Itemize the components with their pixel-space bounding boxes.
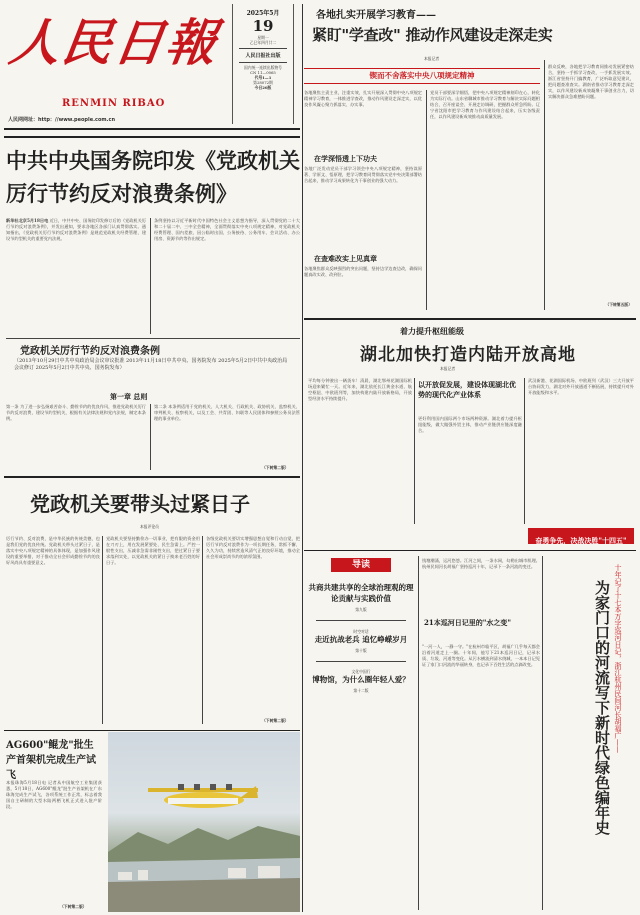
masthead-pinyin: RENMIN RIBAO [62,98,166,109]
hubei-headline: 湖北加快打造内陆开放高地 [360,345,576,365]
dateline-box [232,4,294,124]
dateline-pages: 今日20版 [254,85,272,91]
masthead-title: 人民日報 [5,13,223,72]
river-sub: 21本巡河日记里的"水之变" [424,618,512,627]
top-right-col1c: 各地聚焦群众反映强烈的突出问题，坚持边学边查边改，确保问题真改实改、改到位。 [304,266,422,277]
ag600-body: 本报珠海5月18日电 记者从中国航空工业集团获悉，5月18日，AG600"鲲龙"批生产首架机在广东珠海完成生产试飞，各项系统工作正常，标志着我国自主研制的大型水陆两栖飞机正式进入批产阶段。 [6,780,102,809]
hubei-kicker: 着力提升枢纽能级 [400,326,464,336]
commentary-headline: 党政机关要带头过紧日子 [30,492,250,516]
guide-item-kicker: 时空对话 [353,628,369,634]
ag600-headline: AG600"鲲龙"批生产首架机完成生产试飞 [6,740,96,781]
dateline-issn: 国内统一连续出版物号 [244,65,282,71]
hubei-bar: 奋勇争先，决战决胜"十四五" [528,528,634,544]
commentary-byline: 本报评论员 [140,524,159,529]
river-headline: 为家门口的河流写下新时代绿色编年史 [593,580,611,835]
lead-body-right: 条例坚持以习近平新时代中国特色社会主义思想为指导，深入贯彻党的二十大和二十届二中、三中全会精神，全面贯彻落实中央八项规定精神，对党政机关经费管理、国内差旅、因公临时出国、公务接待、公务用车、会议活动、办公用房、资源节约等作出规定。 [154,218,300,241]
lead-continued: （下转第二版） [262,465,289,470]
river-body: "一河一人，一静一守。"在杭州市临平区，胡福广几乎每天都会沿着河道走上一圈。十年间，他写下21本巡河日记，记录水质、垃圾、河道等变化。从污水横流到清水绕城，一本本日记见证了家门口河流的华丽转身，也记录下百姓生活的点滴改变。 [422,644,540,667]
top-right-byline: 本报记者 [424,56,440,61]
top-right-sub2: 在查难改实上见真章 [314,254,377,263]
dateline-year-month: 2025年5月 [246,10,280,17]
dateline-cn: CN 11—0065 [250,70,276,76]
guide-item-page: 第十二版 [353,688,369,694]
guide-box [306,558,416,910]
dateline-code: 代号1—1 [254,75,272,81]
guide-item[interactable] [306,669,416,693]
lead-headline: 中共中央国务院印发《党政机关厉行节约反对浪费条例》 [6,148,300,206]
dateline-publisher: 人民日报社出版 [245,52,281,59]
guide-item[interactable] [306,582,416,612]
guide-item-title: 博物馆，为什么圈年轻人爱？ [312,675,410,685]
lead-chapter-body2: 第二条 本条例适用于党的机关、人大机关、行政机关、政协机关、监察机关、审判机关、检察机关，以及工会、共青团、妇联等人民团体和参照公务员法管理的事业单位。 [154,404,300,421]
guide-item-title: 走近抗战老兵 追忆峥嵘岁月 [314,634,408,644]
top-right-kicker: 各地扎实开展学习教育—— [316,10,436,21]
top-right-subbar: 锲而不舍落实中央八项规定精神 [304,68,540,84]
guide-item[interactable] [306,629,416,653]
hubei-col1: 平均每分钟驶出一辆货车！清晨，湖北鄂州花湖国际机场迎来繁忙一天。近年来，湖北依托长江黄金水道、航空枢纽、中欧班列等，加快构建内陆开放新格局，开放型经济水平持续提升。 [308,378,412,401]
guide-label: 导读 [331,558,391,572]
hubei-byline: 本报记者 [440,366,456,371]
top-right-story [304,4,636,314]
top-right-col1b: 各地广泛发动党员干部学习领会中央八项规定精神，坚持读原著、学原文、悟原理，把学习教育同贯彻落实党中央决策部署结合起来，推动学习成果转化为干事创业的强大动力。 [304,166,422,183]
guide-item-page: 第十版 [355,647,367,653]
ag600-aircraft-illustration [108,732,300,912]
lead-body-left: 新华社北京5月18日电 近日，中共中央、国务院印发修订后的《党政机关厉行节约反对浪费条例》，并发出通知，要求各地区各部门认真贯彻落实。通知指出，《党政机关厉行节约反对浪费条例》是规范党政机关经费管理、建设节约型机关的重要党内法规。 [6,218,146,241]
dateline-issue: 第28072期 [253,80,273,86]
guide-item-page: 第九版 [355,607,367,612]
top-right-sub1: 在学深悟透上下功夫 [314,154,377,163]
guide-item-title: 共商共建共享的全球治理观的理论贡献与实践价值 [308,583,414,603]
lead-sub-note: （2013年10月29日中共中央政治局会议审议批准 2013年11月18日中共中央、国务院发布 2025年5月2日中共中央政治局会议修订 2025年5月2日中共中央、国务院发布） [14,358,288,371]
ag600-continued: （下转第二版） [60,904,87,909]
masthead-website: 人民网网址：http：//www.people.com.cn [8,117,116,123]
lead-chapter-body: 第一条 为了进一步弘扬艰苦奋斗、勤俭节约的优良作风，推进党政机关厉行节约反对浪费，建设节约型机关，根据有关法律法规和党内法规，制定本条例。 [6,404,146,421]
guide-item-kicker: 文化中国行 [351,669,371,675]
river-deck: 十年记了十七本万字巡河日记，浙江杭州民间河长胡福广—— [614,564,622,753]
hubei-sub: 以开放促发展，建设体现湖北优势的现代化产业体系 [418,380,516,399]
hubei-col2: 更好利用国内国际两个市场两种资源。湖北着力提升枢纽能级，做大做强外贸主体，推动产业链供应链深度融合。 [418,416,522,433]
top-right-col2: 党员干部要深学细悟，把中央八项规定精神刻印在心，转化为实际行动。山东省聊城市推动学习教育与解决实际问题相结合，召开座谈会、开展走访调研，把握群众所急所盼。辽宁省沈阳市把学习教育与作风建设结合起来，压实各级责任，以作风建设新成效推动高质量发展。 [430,90,540,119]
commentary-col2: 党政机关要坚持勤俭办一切事业，把有限的资金用在刀刃上，用在发展紧要处、民生急需上。严控一般性支出，压减非急需非刚性支出，把过紧日子要求落到实处，以党政机关的紧日子换来老百姓的好日子。 [106,536,200,565]
top-right-continued: （下转第五版） [605,302,632,307]
top-right-headline: 紧盯"学查改" 推动作风建设走深走实 [312,26,553,44]
lead-chapter: 第一章 总则 [110,392,148,401]
lead-sub-headline: 党政机关厉行节约反对浪费条例 [20,346,160,357]
dateline-weekday: 星期一 [257,35,269,40]
top-right-col3: 群众反映，各地把学习教育同推动发展紧密结合，坚持一手抓学习查改，一手抓发展实效。浙江省坚持开门搞教育，广泛听取意见建议，把问题查准查实。湖南省推动学习教育走深走实，以作风建设新成效凝聚干事创业合力，切实解决群众急难愁盼问题。 [548,64,634,99]
river-body-top: 钱塘潮涌，运河悠悠。江河之间，一条水网，勾勒出城市肌理。杭州民间河长胡福广坚持巡河十年，记录下一条河流的变迁。 [422,558,540,569]
dateline-lunar: 乙巳年四月廿二 [249,40,277,45]
dateline-day: 19 [252,17,274,35]
ag600-aircraft [148,784,258,808]
ag600-photo [108,732,300,912]
lead-dateline: 新华社北京5月18日电 [6,218,49,223]
masthead [4,2,226,126]
commentary-continued: （下转第二版） [262,718,289,723]
top-right-col1: 各地聚焦主责主业，注重实效，扎实开展深入贯彻中央八项规定精神学习教育，一体推进学查改，推动作风建设走深走实，以优良作风凝心聚力抓落实、办实事。 [304,90,422,107]
hubei-col3: 武汉新港、花湖国际机场、中欧班列（武汉）三大开放平台协同发力，湖北对外开放通道不断拓展，持续提升对外开放能级和水平。 [528,378,634,395]
commentary-col1: 厉行节约、反对浪费，是中华民族的传统美德，也是我们党的优良传统。党政机关带头过紧日子，是落实中央八项规定精神的具体体现，是加强作风建设的重要举措，对于推动全社会形成勤俭节约的良好风尚具有重要意义。 [6,536,100,565]
commentary-col3: 各级党政机关要切实增强思想自觉和行动自觉，把厉行节约反对浪费作为一项长期任务，常抓不懈、久久为功，持续营造风清气正的良好环境，推动全社会形成崇尚节约的浓厚氛围。 [206,536,300,559]
